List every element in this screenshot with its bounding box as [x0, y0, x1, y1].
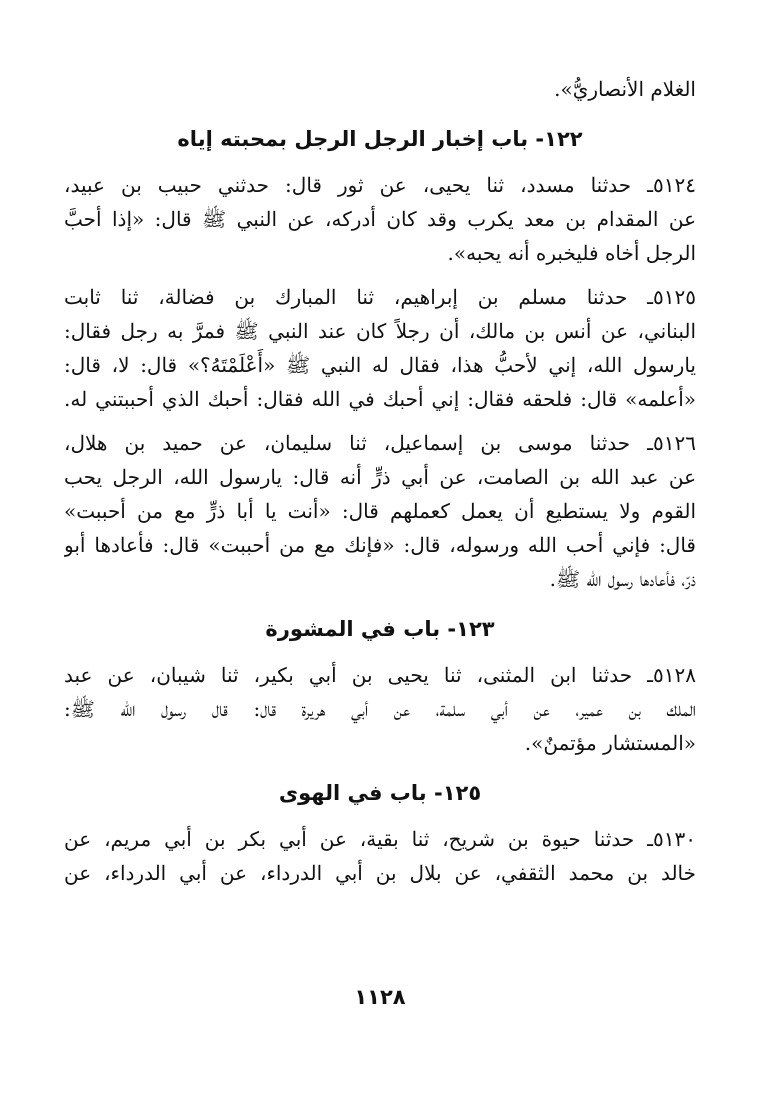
intro-paragraph [64, 72, 696, 106]
text-line: «المستشار مؤتمنٌ». [524, 731, 696, 755]
section-122 [64, 122, 696, 596]
text-line: ٥١٢٥ـ حدثنا مسلم بن إبراهيم، ثنا المبارك بن فضالة، ثنا ثابت [64, 285, 696, 309]
hadith-5125 [64, 280, 696, 416]
page-number: ١١٢٨ [354, 985, 406, 1009]
text-line: قال: فإني أحب الله ورسوله، قال: «فإنك مع من أحببت» قال: فأعادها أبو [64, 533, 696, 557]
section-123 [64, 612, 696, 760]
text-line: البناني، عن أنس بن مالك، أن رجلاً كان عند النبي ﷺ فمرَّ به رجل فقال: [64, 319, 696, 343]
section-heading: ١٢٢- باب إخبار الرجل الرجل بمحبته إياه [177, 127, 583, 151]
text-line: ٥١٣٠ـ حدثنا حيوة بن شريح، ثنا بقية، عن أبي بكر بن أبي مريم، عن [64, 827, 696, 851]
hadith-5130 [64, 822, 696, 890]
hadith-5126 [64, 426, 696, 596]
intro-line: الغلام الأنصاريُّ». [554, 77, 696, 101]
section-125 [64, 776, 696, 890]
text-line: القوم ولا يستطيع أن يعمل كعملهم قال: «أنت يا أبا ذرٍّ مع من أحببت» [64, 499, 696, 523]
page-body [64, 70, 696, 900]
text-line: عن عبد الله بن الصامت، عن أبي ذرٍّ أنه قال: يارسول الله، الرجل يحب [64, 465, 696, 489]
section-heading: ١٢٥- باب في الهوى [278, 781, 482, 805]
text-line: عن المقدام بن معد يكرب وقد كان أدركه، عن النبي ﷺ قال: «إذا أحبَّ [64, 207, 696, 231]
text-line: الرجل أخاه فليخبره أنه يحبه». [447, 241, 696, 265]
text-line: ٥١٢٨ـ حدثنا ابن المثنى، ثنا يحيى بن أبي بكير، ثنا شيبان، عن عبد [64, 663, 696, 687]
text-line: ٥١٢٤ـ حدثنا مسدد، ثنا يحيى، عن ثور قال: حدثني حبيب بن عبيد، [64, 173, 696, 197]
text-line: يارسول الله، إني لأحبُّ هذا، فقال له النبي ﷺ «أَعْلَمْتَهُ؟» قال: لا، قال: [64, 353, 696, 377]
hadith-5124 [64, 168, 696, 270]
text-line: خالد بن محمد الثقفي، عن بلال بن أبي الدرداء، عن أبي الدرداء، عن [64, 861, 696, 885]
text-line: ذرّ، فأعادها رسول الله ﷺ. [549, 567, 696, 591]
text-line: الملك بن عمير، عن أبي سلمة، عن أبي هريرة قال: قال رسول الله ﷺ: [64, 697, 696, 721]
text-line: «أعلمه» قال: فلحقه فقال: إني أحبك في الله فقال: أحبك الذي أحببتني له. [64, 387, 696, 411]
hadith-5128 [64, 658, 696, 760]
text-line: ٥١٢٦ـ حدثنا موسى بن إسماعيل، ثنا سليمان، عن حميد بن هلال، [64, 431, 696, 455]
section-heading: ١٢٣- باب في المشورة [265, 617, 495, 641]
